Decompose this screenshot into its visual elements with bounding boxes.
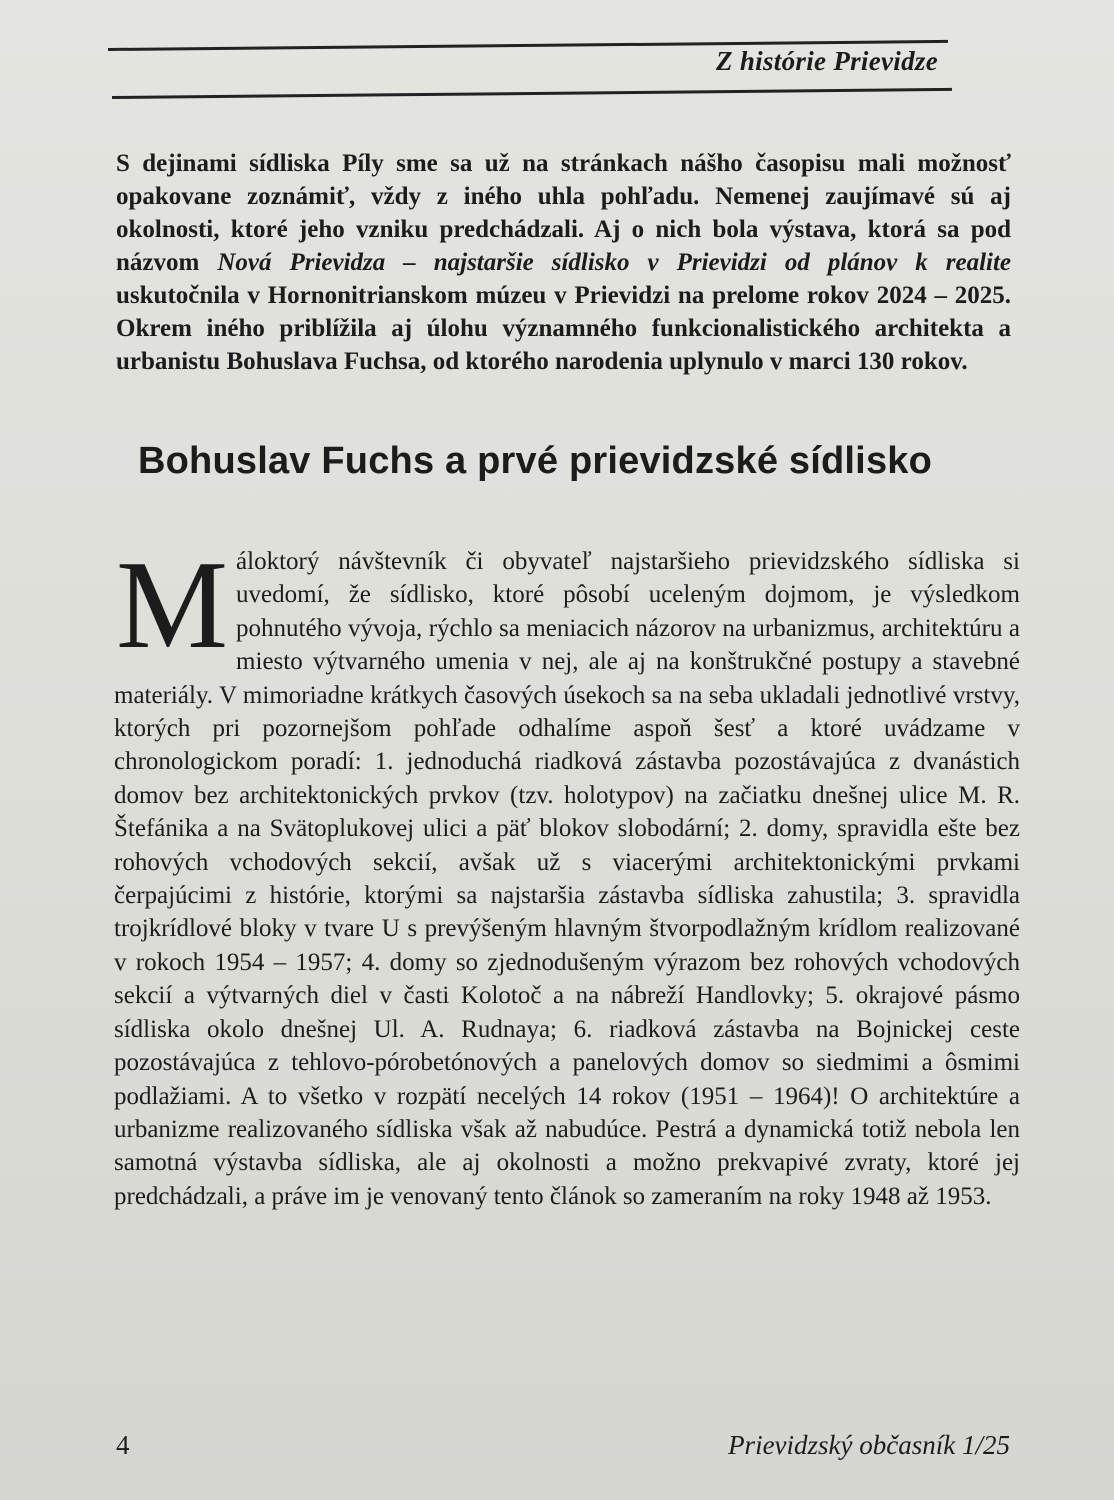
publication-title: Prievidzský občasník 1/25 bbox=[728, 1430, 1010, 1460]
intro-text-1: S dejinami sídliska Píly sme sa už na stránkach nášho časopisu mali možnosť opakovane zoznámiť, vždy z iného uhla pohľadu. Nemenej zaujímavé sú aj okolnosti, ktoré jeho vzniku predchádzali. Aj o nich bola výstava, ktorá sa pod názvom bbox=[116, 150, 1011, 276]
article-body bbox=[114, 536, 1020, 1213]
page-number: 4 bbox=[116, 1430, 130, 1460]
drop-cap: M bbox=[116, 536, 229, 675]
article-body-text: áloktorý návštevník či obyvateľ najstaršieho prievidzského sídliska si uvedomí, že sídlisko, ktoré pôsobí uceleným dojmom, je výsledkom pohnutého vývoja, rýchlo sa meniacich názorov na urbanizmus, architektúru a miesto výtvarného umenia v nej, ale aj na konštrukčné postupy a stavebné materiály. V mimoriadne krátkych časových úsekoch sa na seba ukladali jednotlivé vrstvy, ktorých pri pozornejšom pohľade odhalíme aspoň šesť a ktoré uvádzame v chronologickom poradí: 1. jednoduchá riadková zástavba pozostávajúca z dvanástich domov bez architektonických prvkov (tzv. holotypov) na začiatku dnešnej ulice M. R. Štefánika a na Svätoplukovej ulici a päť blokov slobodární; 2. domy, spravidla ešte bez rohových vchodových sekcií, avšak už s viacerými architektonickými prvkami čerpajúcimi z histórie, ktorými sa najstaršia zástavba sídliska zahustila; 3. spravidla trojkrídlové bloky v tvare U s prevýšeným hlavným štvorpodlažným krídlom realizované v rokoch 1954 – 1957; 4. domy so zjednodušeným výrazom bez rohových vchodových sekcií a výtvarných diel v časti Kolotoč a na nábreží Handlovky; 5. okrajové pásmo sídliska okolo dnešnej Ul. A. Rudnaya; 6. riadková zástavba na Bojnickej ceste pozostávajúca z tehlovo-pórobetónových a panelových domov so siedmimi a ôsmimi podlažiami. A to všetko v rozpätí necelých 14 rokov (1951 – 1964)! O architektúre a urbanizme realizovaného sídliska však až nabudúce. Pestrá a dynamická totiž nebola len samotná výstavba sídliska, ale aj okolnosti a možno prekvapivé zvraty, ktoré jej predchádzali, a práve im je venovaný tento článok so zameraním na roky 1948 až 1953. bbox=[114, 548, 1020, 1210]
intro-text-2: uskutočnila v Hornonitrianskom múzeu v Prievidzi na prelome rokov 2024 – 2025. Okrem iného priblížila aj úlohu významného funkcionalistického architekta a urbanistu Bohuslava Fuchsa, od ktorého narodenia uplynulo v marci 130 rokov. bbox=[116, 282, 1011, 375]
header-rule-bottom bbox=[112, 88, 952, 99]
article-heading: Bohuslav Fuchs a prvé prievidzské sídlisko bbox=[138, 440, 933, 482]
running-head: Z histórie Prievidze bbox=[716, 46, 938, 76]
intro-paragraph bbox=[116, 147, 1011, 378]
exhibition-title: Nová Prievidza – najstaršie sídlisko v Prievidzi od plánov k realite bbox=[217, 249, 1011, 276]
